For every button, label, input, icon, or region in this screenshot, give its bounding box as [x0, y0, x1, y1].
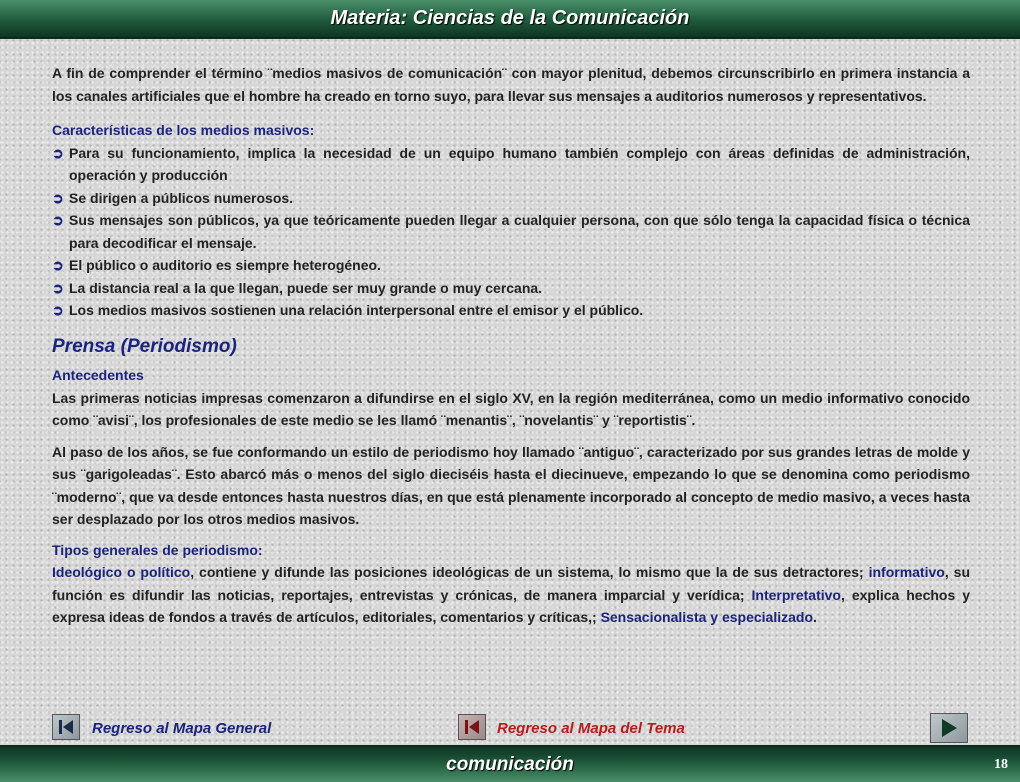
- link-mapa-tema[interactable]: Regreso al Mapa del Tema: [497, 720, 685, 737]
- characteristics-list: [52, 142, 970, 322]
- first-page-button[interactable]: [52, 714, 80, 740]
- tipo-sensacionalista: Sensacionalista y especializado: [600, 609, 813, 625]
- page-title: Materia: Ciencias de la Comunicación: [330, 7, 690, 29]
- list-item: ➲ Se dirigen a públicos numerosos.: [52, 187, 970, 210]
- tipo-ideologico: Ideológico o político: [52, 564, 191, 580]
- list-item: ➲ Sus mensajes son públicos, ya que teóricamente pueden llegar a cualquier persona, con que sólo tenga la capacidad física o técnica para decodificar el mensaje.: [52, 209, 970, 254]
- arrow-bullet-icon: ➲: [52, 257, 64, 273]
- list-item: ➲ Para su funcionamiento, implica la necesidad de un equipo humano también complejo con áreas definidas de administración, operación y producción: [52, 142, 970, 187]
- skip-back-icon: [459, 715, 485, 739]
- tipo-informativo: informativo: [868, 564, 945, 580]
- footer-bar: [0, 745, 1020, 782]
- arrow-bullet-icon: ➲: [52, 189, 64, 206]
- list-item: ➲ Los medios masivos sostienen una relación interpersonal entre el emisor y el público.: [52, 299, 970, 322]
- topic-map-button[interactable]: [458, 714, 486, 740]
- link-mapa-general[interactable]: Regreso al Mapa General: [92, 720, 272, 737]
- characteristics-heading: Características de los medios masivos:: [52, 122, 315, 138]
- tipos-paragraph: Ideológico o político, contiene y difunde las posiciones ideológicas de un sistema, lo mismo que la de sus detractores; informativo, su función es difundir las noticias, reportajes, entrevistas y crónicas, de manera imparcial y verídica; Interpretativo, explica hechos y expresa ideas de fondos a través de artículos, editoriales, comentarios y críticas,; Sensacionalista y especializado.: [52, 564, 970, 625]
- section-title-prensa: Prensa (Periodismo): [52, 335, 237, 357]
- arrow-bullet-icon: ➲: [52, 144, 64, 161]
- arrow-bullet-icon: ➲: [52, 212, 64, 228]
- tipo-interpretativo: Interpretativo: [751, 586, 841, 603]
- page-number: 18: [994, 757, 1008, 772]
- arrow-bullet-icon: ➲: [52, 279, 64, 296]
- intro-paragraph: A fin de comprender el término ¨medios masivos de comunicación¨ con mayor plenitud, debemos circunscribirlo en primera instancia a los canales artificiales que el hombre ha creado en torno suyo, para llevar sus mensajes a auditorios numerosos y representativos.: [52, 65, 970, 104]
- next-page-button[interactable]: [930, 713, 968, 743]
- arrow-bullet-icon: ➲: [52, 302, 64, 318]
- play-next-icon: [931, 714, 967, 742]
- tipos-heading: Tipos generales de periodismo:: [52, 541, 263, 558]
- antecedentes-paragraph: Las primeras noticias impresas comenzaron a difundirse en el siglo XV, en la región mediterránea, como un medio informativo conocido como ¨avisi¨, los profesionales de este medio se les llamó ¨menantis¨, ¨novelantis¨ y ¨reportistis¨.: [52, 389, 970, 428]
- skip-first-icon: [53, 715, 79, 739]
- list-item: ➲ El público o auditorio es siempre heterogéneo.: [52, 254, 970, 277]
- history-paragraph: Al paso de los años, se fue conformando un estilo de periodismo hoy llamado ¨antiguo¨, caracterizado por sus grandes letras de molde y sus ¨garigoleadas¨. Esto abarcó más o menos del siglo dieciséis hasta el diecinueve, empezando lo que se denomina como periodismo ¨moderno¨, que va desde entonces hasta nuestros días, en que está plenamente incorporado al concepto de medio masivo, a veces hasta ser desplazado por los otros medios masivos.: [52, 443, 970, 527]
- navigation-bar: [0, 713, 1020, 743]
- main-content: [52, 62, 970, 629]
- antecedentes-heading: Antecedentes: [52, 367, 144, 383]
- list-item: ➲ La distancia real a la que llegan, puede ser muy grande o muy cercana.: [52, 277, 970, 300]
- header-bar: [0, 0, 1020, 39]
- footer-title: comunicación: [446, 754, 574, 775]
